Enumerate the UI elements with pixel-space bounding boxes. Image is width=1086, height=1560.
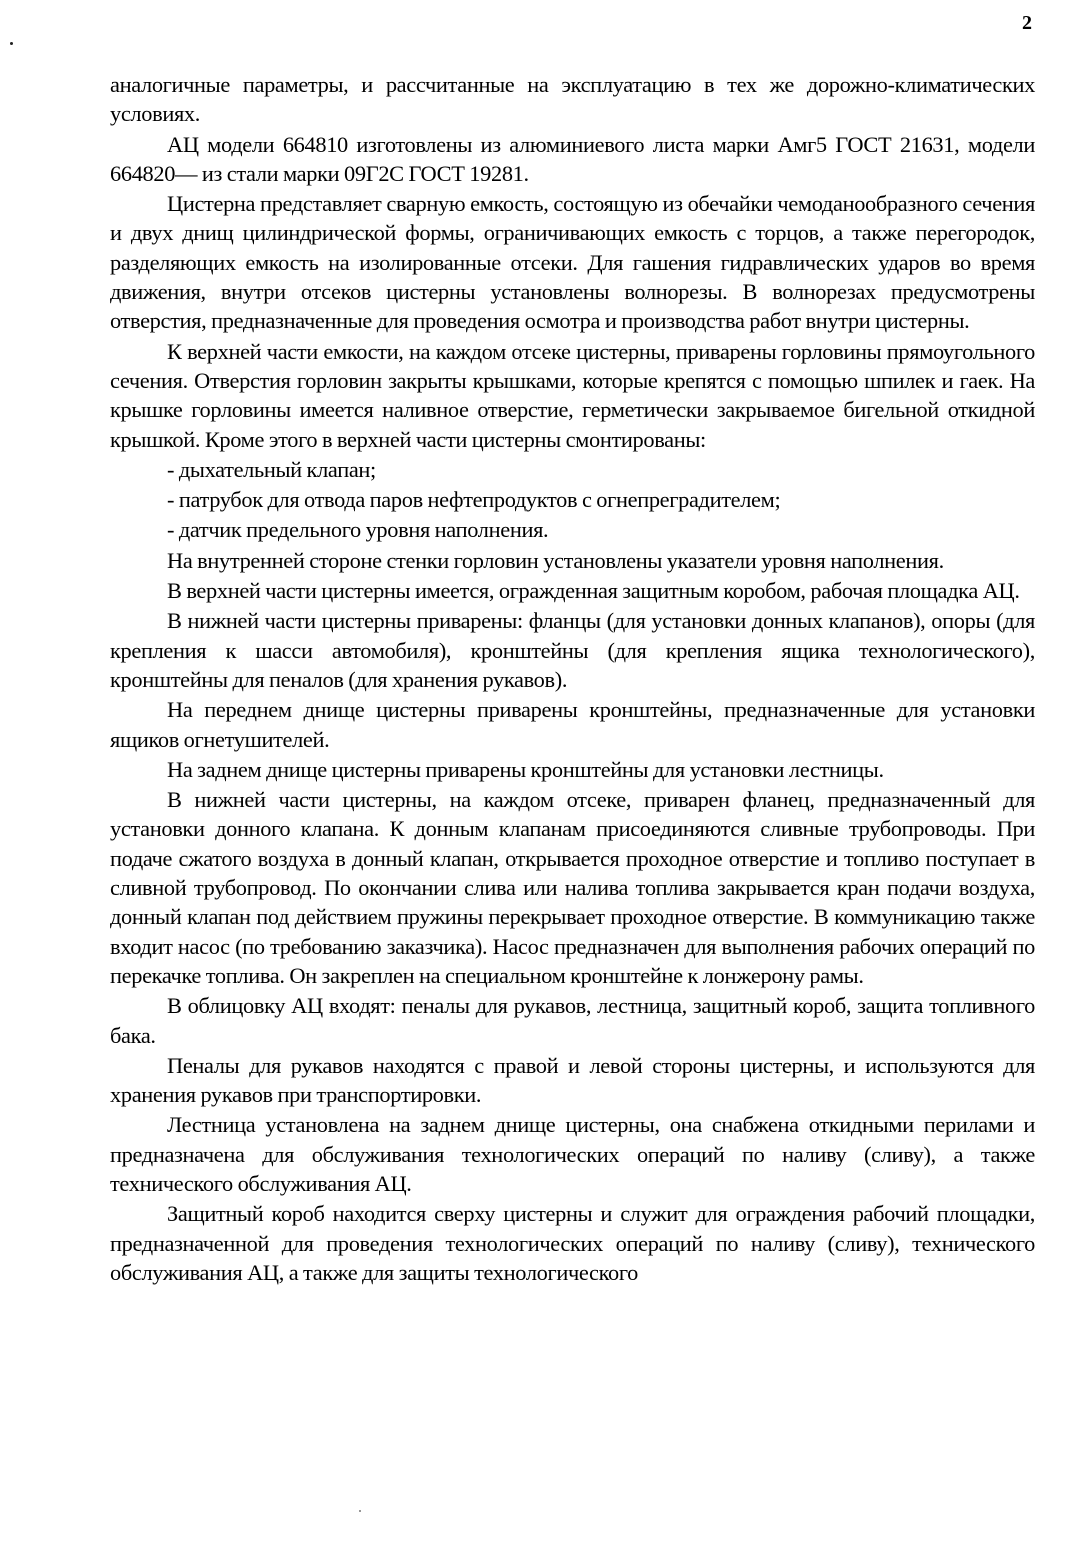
paragraph-upper-part: К верхней части емкости, на каждом отсеке цистерны, приварены горловины прямоугольного сечения. Отверстия горловин закрыты крышками, которые крепятся с помощью шпилек и гаек. На крышке горловины имеется наливное отверстие, герметически закрываемое бигельной откидной крышкой. Кроме этого в верхней части цистерны смонтированы: xyxy=(110,338,1035,452)
paragraph-materials: АЦ модели 664810 изготовлены из алюминиевого листа марки Амг5 ГОСТ 21631, модели 664820— из стали марки 09Г2С ГОСТ 19281. xyxy=(110,131,1035,186)
scan-speck xyxy=(10,42,13,45)
paragraph-protective-box: Защитный короб находится сверху цистерны и служит для ограждения рабочий площадки, предназначенной для проведения технологических операций по наливу (сливу), технического обслуживания АЦ, а также для защиты технологического xyxy=(110,1201,1035,1285)
list-item-breather-valve: - дыхательный клапан; xyxy=(167,456,376,482)
paragraph-continuation: аналогичные параметры, и рассчитанные на эксплуатацию в тех же дорожно-климатических условиях. xyxy=(110,72,1035,127)
paragraph-level-indicators: На внутренней стороне стенки горловин установлены указатели уровня наполнения. xyxy=(167,547,944,573)
page-number: 2 xyxy=(1022,12,1032,34)
paragraph-ladder: Лестница установлена на заднем днище цистерны, она снабжена откидными перилами и предназначена для обслуживания технологических операций по наливу (сливу), а также технического обслуживания АЦ. xyxy=(110,1112,1035,1196)
paragraph-bottom-valves: В нижней части цистерны, на каждом отсеке, приварен фланец, предназначенный для установки донного клапана. К донным клапанам присоединяются сливные трубопроводы. При подаче сжатого воздуха в донный клапан, открывается проходное отверстие и топливо поступает в сливной трубопровод. По окончании слива или налива топлива закрывается кран подачи воздуха, донный клапан под действием пружины перекрывает проходное отверстие. В коммуникацию также входит насос (по требованию заказчика). Насос предназначен для выполнения рабочих операций по перекачке топлива. Он закреплен на специальном кронштейне к лонжерону рамы. xyxy=(110,787,1035,988)
document-body xyxy=(110,70,1035,1288)
paragraph-lower-part: В нижней части цистерны приварены: фланцы (для установки донных клапанов), опоры (для крепления к шасси автомобиля), кронштейны (для крепления ящика технологического), кронштейны для пеналов (для хранения рукавов). xyxy=(110,608,1035,692)
paragraph-tank-structure: Цистерна представляет сварную емкость, состоящую из обечайки чемоданообразного сечения и двух днищ цилиндрической формы, ограничивающих емкость с торцов, а также перегородок, разделяющих емкость на изолированные отсеки. Для гашения гидравлических ударов во время движения, внутри отсеков цистерны установлены волнорезы. В волнорезах предусмотрены отверстия, предназначенные для проведения осмотра и производства работ внутри цистерны. xyxy=(110,191,1035,334)
list-item-vapor-pipe: - патрубок для отвода паров нефтепродуктов с огнепреградителем; xyxy=(167,487,781,513)
list-item-level-sensor: - датчик предельного уровня наполнения. xyxy=(167,517,549,543)
paragraph-rear-head: На заднем днище цистерны приварены кронштейны для установки лестницы. xyxy=(167,756,884,782)
paragraph-cladding: В облицовку АЦ входят: пеналы для рукавов, лестница, защитный короб, защита топливного бака. xyxy=(110,993,1035,1048)
paragraph-front-head: На переднем днище цистерны приварены кронштейны, предназначенные для установки ящиков огнетушителей. xyxy=(110,697,1035,752)
paragraph-hose-cases: Пеналы для рукавов находятся с правой и левой стороны цистерны, и используются для хранения рукавов при транспортировки. xyxy=(110,1052,1035,1108)
scan-speck xyxy=(359,1510,361,1512)
paragraph-work-platform: В верхней части цистерны имеется, огражденная защитным коробом, рабочая площадка АЦ. xyxy=(167,578,1020,604)
